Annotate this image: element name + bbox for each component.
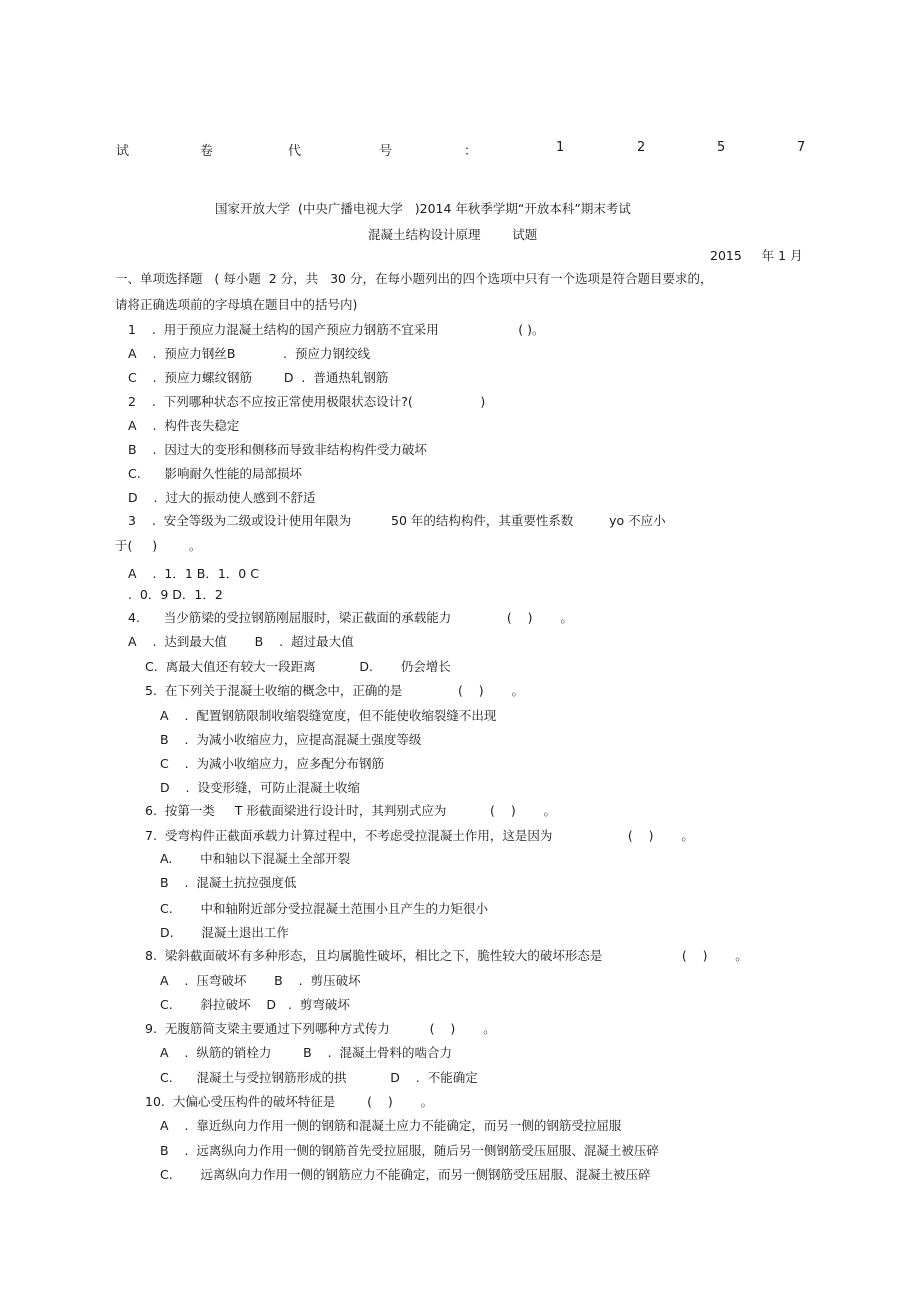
option-line: C. 影响耐久性能的局部损坏 <box>128 466 303 481</box>
option-line: A . 靠近纵向力作用一侧的钢筋和混凝土应力不能确定，而另一侧的钢筋受拉屈服 <box>160 1118 622 1133</box>
option-line: A . 压弯破坏 B . 剪压破坏 <box>160 973 361 988</box>
option-line: A . 预应力钢丝B . 预应力钢绞线 <box>128 346 371 361</box>
option-line: D . 过大的振动使人感到不舒适 <box>128 490 316 505</box>
option-line: B . 为减小收缩应力，应提高混凝土强度等级 <box>160 732 422 747</box>
option-line: C . 为减小收缩应力，应多配分布钢筋 <box>160 756 385 771</box>
exam-code-char: 试 <box>116 144 130 159</box>
exam-code-char: 代 <box>288 144 302 159</box>
option-line: D . 设变形缝，可防止混凝土收缩 <box>160 780 360 795</box>
option-line: A . 1．1 B．1．0 C <box>128 566 259 581</box>
question-line: 于( ) 。 <box>115 538 202 553</box>
exam-date: 2015 年 1 月 <box>710 248 803 263</box>
exam-code-row <box>0 140 920 159</box>
exam-code-char: 5 <box>717 140 726 155</box>
exam-code-char: 7 <box>797 140 806 155</box>
question-line: 10. 大偏心受压构件的破坏特征是 ( ) 。 <box>145 1094 434 1109</box>
exam-code-char: 1 <box>556 140 565 155</box>
option-line: A . 配置钢筋限制收缩裂缝宽度，但不能使收缩裂缝不出现 <box>160 708 497 723</box>
question-line: 8. 梁斜截面破坏有多种形态，且均属脆性破坏，相比之下，脆性较大的破坏形态是 ( ) 。 <box>145 948 748 963</box>
option-line: A . 纵筋的销栓力 B . 混凝土骨料的啮合力 <box>160 1045 453 1060</box>
option-line: B . 因过大的变形和侧移而导致非结构构件受力破坏 <box>128 442 427 457</box>
question-line: 3 . 安全等级为二级或设计使用年限为 50 年的结构构件，其重要性系数 yo 不应小 <box>128 513 666 528</box>
exam-subject: 混凝土结构设计原理 试题 <box>368 227 538 242</box>
option-line: . 0．9 D．1．2 <box>128 587 223 602</box>
question-line: 1 . 用于预应力混凝土结构的国产预应力钢筋不宜采用 ( )。 <box>128 322 545 337</box>
option-line: C. 混凝土与受拉钢筋形成的拱 D . 不能确定 <box>160 1070 478 1085</box>
exam-title: 国家开放大学 (中央广播电视大学 )2014 年秋季学期“开放本科”期末考试 <box>215 201 631 216</box>
option-line: A . 构件丧失稳定 <box>128 418 240 433</box>
question-line: 5. 在下列关于混凝土收缩的概念中，正确的是 ( ) 。 <box>145 683 524 698</box>
question-line: 2 . 下列哪种状态不应按正常使用极限状态设计?( ) <box>128 394 486 409</box>
option-line: C. 中和轴附近部分受拉混凝土范围小且产生的力矩很小 <box>160 901 489 916</box>
exam-code-char: ： <box>464 144 478 159</box>
option-line: A . 达到最大值 B . 超过最大值 <box>128 634 354 649</box>
option-line: D. 混凝土退出工作 <box>160 925 289 940</box>
exam-code-char: 号 <box>379 144 393 159</box>
option-line: C . 预应力螺纹钢筋 D . 普通热轧钢筋 <box>128 370 389 385</box>
question-line: 4. 当少筋梁的受拉钢筋刚屈服时，梁正截面的承载能力 ( ) 。 <box>128 610 573 625</box>
question-line: 7. 受弯构件正截面承载力计算过程中，不考虑受拉混凝土作用，这是因为 ( ) 。 <box>145 828 694 843</box>
option-line: C. 远离纵向力作用一侧的钢筋应力不能确定，而另一侧钢筋受压屈服、混凝土被压碎 <box>160 1167 651 1182</box>
question-line: 9. 无腹筋简支梁主要通过下列哪种方式传力 ( ) 。 <box>145 1021 496 1036</box>
option-line: C. 斜拉破坏 D . 剪弯破坏 <box>160 997 350 1012</box>
section-instruction: 请将正确选项前的字母填在题目中的括号内) <box>115 297 358 312</box>
question-line: 6. 按第一类 T 形截面梁进行设计时，其判别式应为 ( ) 。 <box>145 803 557 818</box>
option-line: B . 远离纵向力作用一侧的钢筋首先受拉屈服，随后另一侧钢筋受压屈服、混凝土被压碎 <box>160 1143 659 1158</box>
option-line: C. 离最大值还有较大一段距离 D. 仍会增长 <box>145 659 451 674</box>
option-line: A. 中和轴以下混凝土全部开裂 <box>160 851 351 866</box>
exam-code-char: 卷 <box>200 144 214 159</box>
exam-code-char: 2 <box>637 140 646 155</box>
option-line: B . 混凝土抗拉强度低 <box>160 875 297 890</box>
section-heading: 一、单项选择题 ( 每小题 2 分，共 30 分，在每小题列出的四个选项中只有一个选项是符合题目要求的， <box>115 271 713 286</box>
